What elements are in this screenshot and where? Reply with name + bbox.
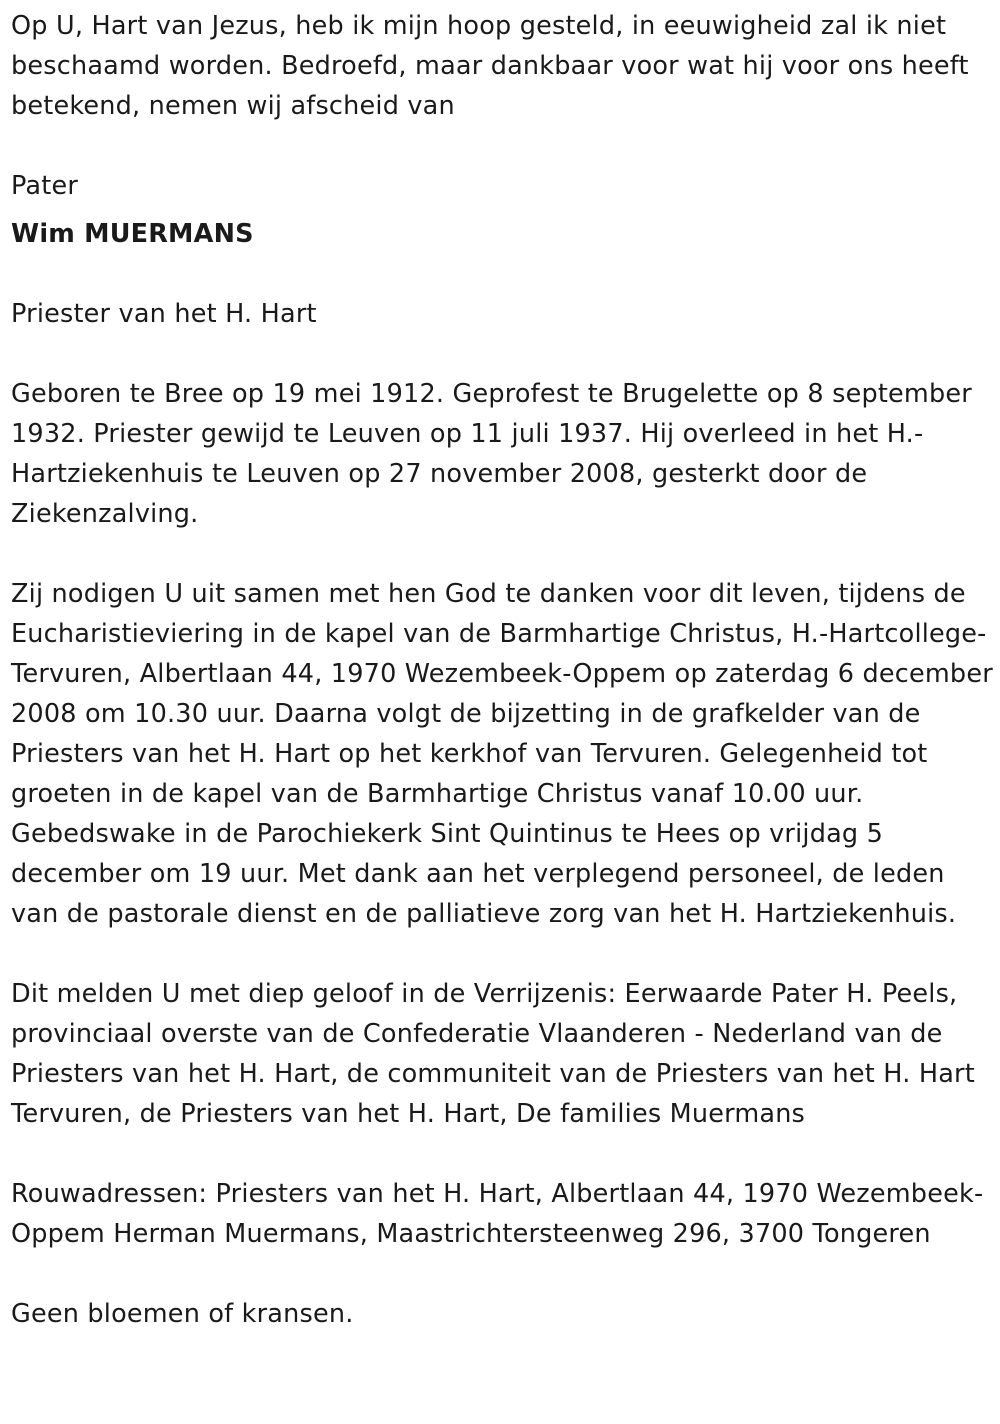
spacer	[11, 534, 995, 574]
obituary-notice	[11, 6, 995, 1334]
addresses-text: Rouwadressen: Priesters van het H. Hart, Albertlaan 44, 1970 Wezembeek-Oppem Herman Muermans, Maastrichtersteenweg 296, 3700 Tongeren	[11, 1179, 984, 1249]
spacer	[11, 1254, 995, 1294]
closing-text: Geen bloemen of kransen.	[11, 1299, 354, 1329]
spacer	[11, 334, 995, 374]
invitation-text: Zij nodigen U uit samen met hen God te danken voor dit leven, tijdens de Eucharistieviering in de kapel van de Barmhartige Christus, H.-Hartcollege-Tervuren, Albertlaan 44, 1970 Wezembeek-Oppem op zaterdag 6 december 2008 om 10.30 uur. Daarna volgt de bijzetting in de grafkelder van de Priesters van het H. Hart op het kerkhof van Tervuren. Gelegenheid tot groeten in de kapel van de Barmhartige Christus vanaf 10.00 uur. Gebedswake in de Parochiekerk Sint Quintinus te Hees op vrijdag 5 december om 19 uur. Met dank aan het verplegend personeel, de leden van de pastorale dienst en de palliatieve zorg van het H. Hartziekenhuis.	[11, 579, 993, 929]
spacer	[11, 126, 995, 166]
deceased-name: Wim MUERMANS	[11, 219, 254, 249]
biography-text: Geboren te Bree op 19 mei 1912. Geprofest te Brugelette op 8 september 1932. Priester gewijd te Leuven op 11 juli 1937. Hij overleed in het H.-Hartziekenhuis te Leuven op 27 november 2008, gesterkt door de Ziekenzalving.	[11, 379, 972, 529]
role-text: Priester van het H. Hart	[11, 299, 317, 329]
announcement-text: Dit melden U met diep geloof in de Verrijzenis: Eerwaarde Pater H. Peels, provinciaal overste van de Confederatie Vlaanderen - Nederland van de Priesters van het H. Hart, de communiteit van de Priesters van het H. Hart Tervuren, de Priesters van het H. Hart, De families Muermans	[11, 979, 975, 1129]
spacer	[11, 934, 995, 974]
spacer	[11, 1134, 995, 1174]
spacer	[11, 254, 995, 294]
intro-text: Op U, Hart van Jezus, heb ik mijn hoop gesteld, in eeuwigheid zal ik niet beschaamd worden. Bedroefd, maar dankbaar voor wat hij voor ons heeft betekend, nemen wij afscheid van	[11, 11, 969, 121]
title-prefix: Pater	[11, 171, 79, 201]
